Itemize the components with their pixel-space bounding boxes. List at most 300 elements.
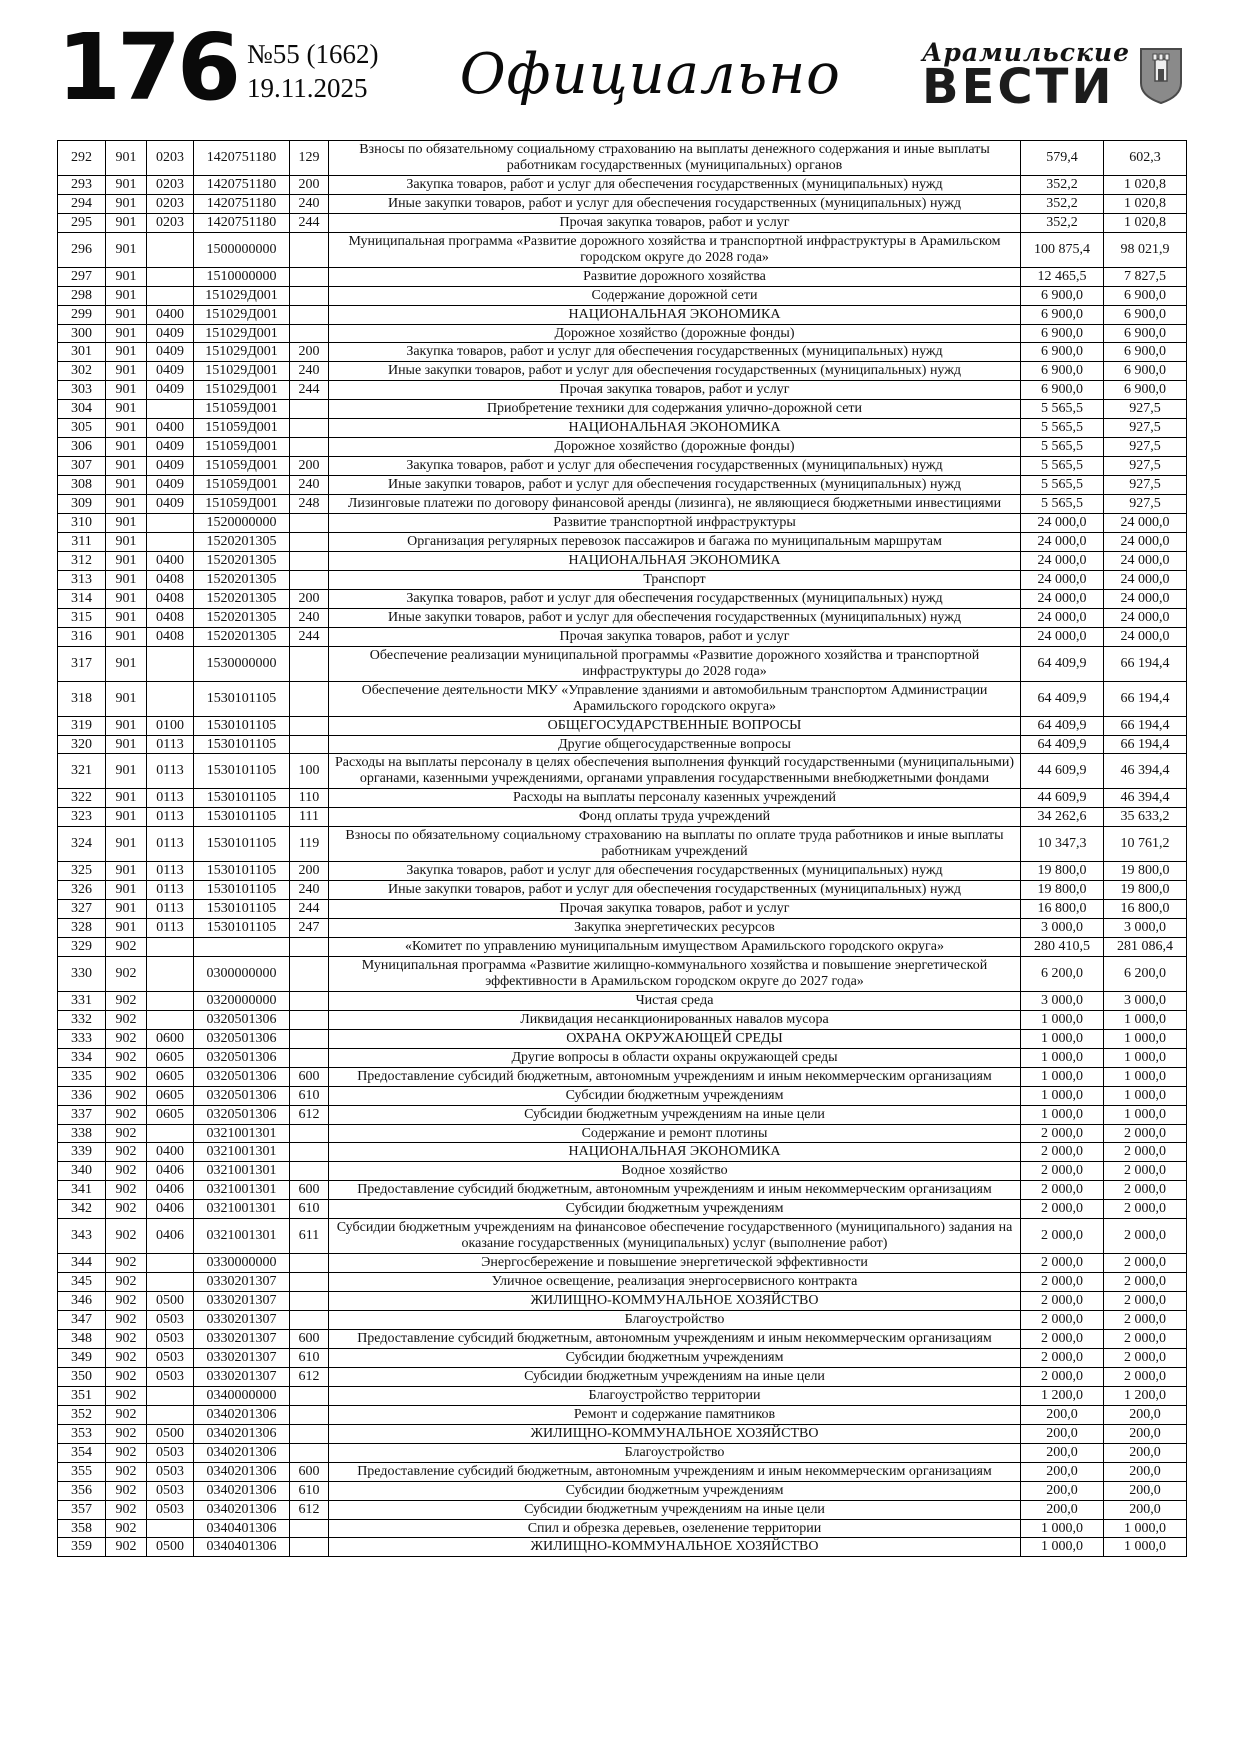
- target-article-cell: 0330201307: [194, 1292, 290, 1311]
- section-code-cell: 0408: [147, 608, 194, 627]
- target-article-cell: 1530101105: [194, 900, 290, 919]
- amount-1-cell: 19 800,0: [1021, 881, 1104, 900]
- grbs-code-cell: 902: [106, 1538, 147, 1557]
- table-row: [58, 1219, 1187, 1254]
- section-code-cell: 0400: [147, 419, 194, 438]
- table-row: [58, 937, 1187, 956]
- grbs-code-cell: 901: [106, 286, 147, 305]
- expense-type-cell: [290, 1443, 329, 1462]
- amount-2-cell: 1 000,0: [1104, 1067, 1187, 1086]
- table-row: [58, 1086, 1187, 1105]
- grbs-code-cell: 902: [106, 1143, 147, 1162]
- row-number-cell: 359: [58, 1538, 106, 1557]
- section-code-cell: [147, 1405, 194, 1424]
- expense-name-cell: НАЦИОНАЛЬНАЯ ЭКОНОМИКА: [329, 1143, 1021, 1162]
- target-article-cell: 1420751180: [194, 141, 290, 176]
- grbs-code-cell: 902: [106, 1367, 147, 1386]
- section-code-cell: [147, 1124, 194, 1143]
- section-code-cell: 0605: [147, 1086, 194, 1105]
- table-row: [58, 1067, 1187, 1086]
- amount-1-cell: 3 000,0: [1021, 991, 1104, 1010]
- expense-name-cell: ЖИЛИЩНО-КОММУНАЛЬНОЕ ХОЗЯЙСТВО: [329, 1538, 1021, 1557]
- grbs-code-cell: 901: [106, 343, 147, 362]
- grbs-code-cell: 901: [106, 789, 147, 808]
- amount-1-cell: 2 000,0: [1021, 1200, 1104, 1219]
- issue-date: 19.11.2025: [247, 72, 368, 103]
- row-number-cell: 350: [58, 1367, 106, 1386]
- section-code-cell: 0406: [147, 1219, 194, 1254]
- expense-type-cell: 611: [290, 1219, 329, 1254]
- section-code-cell: [147, 514, 194, 533]
- expense-type-cell: 240: [290, 362, 329, 381]
- table-row: [58, 1200, 1187, 1219]
- target-article-cell: 0330201307: [194, 1311, 290, 1330]
- section-code-cell: 0503: [147, 1500, 194, 1519]
- amount-1-cell: 34 262,6: [1021, 808, 1104, 827]
- amount-2-cell: 24 000,0: [1104, 570, 1187, 589]
- amount-2-cell: 24 000,0: [1104, 589, 1187, 608]
- amount-2-cell: 46 394,4: [1104, 754, 1187, 789]
- table-row: [58, 1124, 1187, 1143]
- row-number-cell: 340: [58, 1162, 106, 1181]
- amount-1-cell: 1 000,0: [1021, 1010, 1104, 1029]
- expense-name-cell: Обеспечение деятельности МКУ «Управление зданиями и автомобильным транспортом Администрации Арамильского городского округа»: [329, 681, 1021, 716]
- section-code-cell: [147, 1386, 194, 1405]
- amount-1-cell: 2 000,0: [1021, 1292, 1104, 1311]
- grbs-code-cell: 902: [106, 1348, 147, 1367]
- grbs-code-cell: 901: [106, 681, 147, 716]
- expense-name-cell: Развитие дорожного хозяйства: [329, 267, 1021, 286]
- grbs-code-cell: 902: [106, 1462, 147, 1481]
- amount-1-cell: 24 000,0: [1021, 570, 1104, 589]
- amount-2-cell: 6 900,0: [1104, 305, 1187, 324]
- target-article-cell: 0330201307: [194, 1273, 290, 1292]
- amount-2-cell: 66 194,4: [1104, 716, 1187, 735]
- row-number-cell: 296: [58, 232, 106, 267]
- expense-name-cell: Субсидии бюджетным учреждениям: [329, 1481, 1021, 1500]
- expense-name-cell: Предоставление субсидий бюджетным, автономным учреждениям и иным некоммерческим организациям: [329, 1067, 1021, 1086]
- section-code-cell: [147, 267, 194, 286]
- grbs-code-cell: 902: [106, 1086, 147, 1105]
- amount-2-cell: 1 000,0: [1104, 1105, 1187, 1124]
- section-code-cell: 0605: [147, 1067, 194, 1086]
- amount-2-cell: 66 194,4: [1104, 735, 1187, 754]
- amount-1-cell: 100 875,4: [1021, 232, 1104, 267]
- target-article-cell: 0320000000: [194, 991, 290, 1010]
- expense-name-cell: Ликвидация несанкционированных навалов мусора: [329, 1010, 1021, 1029]
- expense-name-cell: Транспорт: [329, 570, 1021, 589]
- amount-1-cell: 200,0: [1021, 1443, 1104, 1462]
- target-article-cell: 1500000000: [194, 232, 290, 267]
- table-row: [58, 862, 1187, 881]
- target-article-cell: 0321001301: [194, 1181, 290, 1200]
- expense-type-cell: 612: [290, 1367, 329, 1386]
- amount-2-cell: 2 000,0: [1104, 1330, 1187, 1349]
- section-code-cell: 0203: [147, 194, 194, 213]
- expense-name-cell: Обеспечение реализации муниципальной программы «Развитие дорожного хозяйства и транспортной инфраструктуры до 2028 года»: [329, 646, 1021, 681]
- section-code-cell: 0409: [147, 324, 194, 343]
- table-row: [58, 827, 1187, 862]
- amount-1-cell: 2 000,0: [1021, 1219, 1104, 1254]
- amount-2-cell: 2 000,0: [1104, 1162, 1187, 1181]
- amount-2-cell: 1 000,0: [1104, 1519, 1187, 1538]
- expense-name-cell: Муниципальная программа «Развитие жилищно-коммунального хозяйства и повышение энергетической эффективности в Арамильском городском округе до 2027 года»: [329, 956, 1021, 991]
- section-code-cell: 0406: [147, 1200, 194, 1219]
- target-article-cell: 1520201305: [194, 589, 290, 608]
- amount-2-cell: 927,5: [1104, 400, 1187, 419]
- amount-2-cell: 24 000,0: [1104, 514, 1187, 533]
- expense-name-cell: Закупка товаров, работ и услуг для обеспечения государственных (муниципальных) нужд: [329, 175, 1021, 194]
- amount-2-cell: 1 000,0: [1104, 1010, 1187, 1029]
- row-number-cell: 327: [58, 900, 106, 919]
- amount-2-cell: 281 086,4: [1104, 937, 1187, 956]
- expense-name-cell: Иные закупки товаров, работ и услуг для обеспечения государственных (муниципальных) нужд: [329, 608, 1021, 627]
- row-number-cell: 300: [58, 324, 106, 343]
- amount-2-cell: 927,5: [1104, 438, 1187, 457]
- expense-type-cell: 100: [290, 754, 329, 789]
- expense-type-cell: 247: [290, 919, 329, 938]
- section-code-cell: 0409: [147, 476, 194, 495]
- amount-2-cell: 3 000,0: [1104, 919, 1187, 938]
- amount-1-cell: 24 000,0: [1021, 533, 1104, 552]
- row-number-cell: 302: [58, 362, 106, 381]
- table-row: [58, 476, 1187, 495]
- section-code-cell: 0503: [147, 1367, 194, 1386]
- target-article-cell: 1420751180: [194, 213, 290, 232]
- grbs-code-cell: 902: [106, 1386, 147, 1405]
- expense-type-cell: [290, 716, 329, 735]
- expense-name-cell: Спил и обрезка деревьев, озеленение территории: [329, 1519, 1021, 1538]
- newspaper-logo: [922, 26, 1184, 115]
- expense-type-cell: [290, 305, 329, 324]
- table-row: [58, 305, 1187, 324]
- target-article-cell: 0340201306: [194, 1462, 290, 1481]
- amount-1-cell: 5 565,5: [1021, 476, 1104, 495]
- grbs-code-cell: 902: [106, 1519, 147, 1538]
- expense-type-cell: [290, 1405, 329, 1424]
- table-row: [58, 438, 1187, 457]
- grbs-code-cell: 901: [106, 305, 147, 324]
- table-row: [58, 1143, 1187, 1162]
- target-article-cell: 0340201306: [194, 1424, 290, 1443]
- target-article-cell: 1530101105: [194, 735, 290, 754]
- expense-name-cell: ЖИЛИЩНО-КОММУНАЛЬНОЕ ХОЗЯЙСТВО: [329, 1424, 1021, 1443]
- row-number-cell: 332: [58, 1010, 106, 1029]
- table-row: [58, 808, 1187, 827]
- expense-name-cell: Субсидии бюджетным учреждениям: [329, 1348, 1021, 1367]
- row-number-cell: 344: [58, 1254, 106, 1273]
- amount-1-cell: 1 000,0: [1021, 1086, 1104, 1105]
- expense-type-cell: 612: [290, 1500, 329, 1519]
- grbs-code-cell: 901: [106, 551, 147, 570]
- row-number-cell: 309: [58, 495, 106, 514]
- section-code-cell: 0113: [147, 881, 194, 900]
- grbs-code-cell: 901: [106, 808, 147, 827]
- grbs-code-cell: 902: [106, 1330, 147, 1349]
- target-article-cell: 0330000000: [194, 1254, 290, 1273]
- amount-1-cell: 5 565,5: [1021, 457, 1104, 476]
- table-row: [58, 627, 1187, 646]
- amount-1-cell: 19 800,0: [1021, 862, 1104, 881]
- section-code-cell: 0113: [147, 808, 194, 827]
- amount-1-cell: 200,0: [1021, 1481, 1104, 1500]
- grbs-code-cell: 902: [106, 1292, 147, 1311]
- row-number-cell: 358: [58, 1519, 106, 1538]
- expense-name-cell: Чистая среда: [329, 991, 1021, 1010]
- section-code-cell: 0400: [147, 305, 194, 324]
- amount-1-cell: 1 000,0: [1021, 1519, 1104, 1538]
- section-code-cell: [147, 1010, 194, 1029]
- section-code-cell: [147, 1519, 194, 1538]
- expense-type-cell: [290, 438, 329, 457]
- row-number-cell: 319: [58, 716, 106, 735]
- expense-type-cell: [290, 286, 329, 305]
- table-row: [58, 570, 1187, 589]
- amount-2-cell: 927,5: [1104, 419, 1187, 438]
- amount-1-cell: 24 000,0: [1021, 608, 1104, 627]
- expense-name-cell: Расходы на выплаты персоналу в целях обеспечения выполнения функций государственными (муниципальными) органами, казенными учреждениями, органами управления государственными внебюджетными фондами: [329, 754, 1021, 789]
- expense-type-cell: [290, 324, 329, 343]
- expense-type-cell: 600: [290, 1067, 329, 1086]
- target-article-cell: 0321001301: [194, 1143, 290, 1162]
- section-code-cell: 0500: [147, 1424, 194, 1443]
- table-row: [58, 1273, 1187, 1292]
- expense-type-cell: 244: [290, 381, 329, 400]
- amount-2-cell: 98 021,9: [1104, 232, 1187, 267]
- expense-type-cell: [290, 1048, 329, 1067]
- expense-name-cell: Иные закупки товаров, работ и услуг для обеспечения государственных (муниципальных) нужд: [329, 476, 1021, 495]
- expense-type-cell: 240: [290, 194, 329, 213]
- table-row: [58, 1029, 1187, 1048]
- table-row: [58, 175, 1187, 194]
- amount-2-cell: 46 394,4: [1104, 789, 1187, 808]
- table-row: [58, 1367, 1187, 1386]
- table-row: [58, 919, 1187, 938]
- section-code-cell: 0203: [147, 141, 194, 176]
- target-article-cell: [194, 937, 290, 956]
- grbs-code-cell: 901: [106, 900, 147, 919]
- target-article-cell: 1530101105: [194, 789, 290, 808]
- row-number-cell: 335: [58, 1067, 106, 1086]
- amount-1-cell: 352,2: [1021, 194, 1104, 213]
- target-article-cell: 1420751180: [194, 194, 290, 213]
- amount-2-cell: 16 800,0: [1104, 900, 1187, 919]
- amount-1-cell: 6 900,0: [1021, 324, 1104, 343]
- expense-name-cell: Другие общегосударственные вопросы: [329, 735, 1021, 754]
- table-row: [58, 735, 1187, 754]
- amount-1-cell: 2 000,0: [1021, 1311, 1104, 1330]
- section-code-cell: [147, 232, 194, 267]
- grbs-code-cell: 901: [106, 457, 147, 476]
- grbs-code-cell: 902: [106, 956, 147, 991]
- grbs-code-cell: 902: [106, 1481, 147, 1500]
- section-code-cell: [147, 286, 194, 305]
- grbs-code-cell: 901: [106, 919, 147, 938]
- expense-name-cell: Субсидии бюджетным учреждениям на финансовое обеспечение государственного (муниципального) задания на оказание государственных (муниципальных) услуг (выполнение работ): [329, 1219, 1021, 1254]
- expense-name-cell: Закупка товаров, работ и услуг для обеспечения государственных (муниципальных) нужд: [329, 589, 1021, 608]
- budget-table-body: [58, 141, 1187, 1557]
- target-article-cell: 151059Д001: [194, 476, 290, 495]
- expense-type-cell: [290, 400, 329, 419]
- section-code-cell: 0503: [147, 1348, 194, 1367]
- row-number-cell: 333: [58, 1029, 106, 1048]
- grbs-code-cell: 902: [106, 1500, 147, 1519]
- city-crest-icon: [1138, 45, 1184, 105]
- target-article-cell: 0320501306: [194, 1029, 290, 1048]
- amount-1-cell: 2 000,0: [1021, 1124, 1104, 1143]
- target-article-cell: 151059Д001: [194, 457, 290, 476]
- expense-name-cell: Предоставление субсидий бюджетным, автономным учреждениям и иным некоммерческим организациям: [329, 1462, 1021, 1481]
- expense-type-cell: 200: [290, 175, 329, 194]
- amount-2-cell: 2 000,0: [1104, 1124, 1187, 1143]
- grbs-code-cell: 901: [106, 646, 147, 681]
- expense-type-cell: [290, 646, 329, 681]
- expense-name-cell: Субсидии бюджетным учреждениям: [329, 1200, 1021, 1219]
- grbs-code-cell: 902: [106, 1200, 147, 1219]
- row-number-cell: 326: [58, 881, 106, 900]
- amount-2-cell: 2 000,0: [1104, 1219, 1187, 1254]
- amount-1-cell: 10 347,3: [1021, 827, 1104, 862]
- amount-1-cell: 1 000,0: [1021, 1029, 1104, 1048]
- grbs-code-cell: 902: [106, 1273, 147, 1292]
- section-code-cell: 0605: [147, 1048, 194, 1067]
- target-article-cell: 0340401306: [194, 1519, 290, 1538]
- grbs-code-cell: 902: [106, 1405, 147, 1424]
- table-row: [58, 419, 1187, 438]
- expense-name-cell: Водное хозяйство: [329, 1162, 1021, 1181]
- row-number-cell: 307: [58, 457, 106, 476]
- row-number-cell: 308: [58, 476, 106, 495]
- amount-1-cell: 5 565,5: [1021, 495, 1104, 514]
- grbs-code-cell: 902: [106, 937, 147, 956]
- grbs-code-cell: 901: [106, 754, 147, 789]
- section-code-cell: [147, 1273, 194, 1292]
- expense-type-cell: [290, 1254, 329, 1273]
- expense-name-cell: Расходы на выплаты персоналу казенных учреждений: [329, 789, 1021, 808]
- amount-1-cell: 6 900,0: [1021, 381, 1104, 400]
- amount-1-cell: 200,0: [1021, 1500, 1104, 1519]
- grbs-code-cell: 901: [106, 570, 147, 589]
- target-article-cell: 1520201305: [194, 551, 290, 570]
- expense-type-cell: [290, 419, 329, 438]
- target-article-cell: 151059Д001: [194, 438, 290, 457]
- expense-type-cell: [290, 267, 329, 286]
- expense-name-cell: «Комитет по управлению муниципальным имуществом Арамильского городского округа»: [329, 937, 1021, 956]
- section-title: Официально: [459, 42, 841, 107]
- amount-2-cell: 1 020,8: [1104, 194, 1187, 213]
- expense-name-cell: Закупка энергетических ресурсов: [329, 919, 1021, 938]
- issue-number: №55 (1662): [247, 39, 379, 69]
- expense-name-cell: Уличное освещение, реализация энергосервисного контракта: [329, 1273, 1021, 1292]
- issue-block: [247, 26, 379, 106]
- amount-1-cell: 200,0: [1021, 1462, 1104, 1481]
- expense-type-cell: 244: [290, 213, 329, 232]
- expense-type-cell: 610: [290, 1348, 329, 1367]
- expense-name-cell: НАЦИОНАЛЬНАЯ ЭКОНОМИКА: [329, 305, 1021, 324]
- target-article-cell: 151029Д001: [194, 343, 290, 362]
- expense-type-cell: [290, 551, 329, 570]
- amount-1-cell: 5 565,5: [1021, 419, 1104, 438]
- amount-2-cell: 200,0: [1104, 1405, 1187, 1424]
- section-code-cell: 0408: [147, 627, 194, 646]
- section-code-cell: 0203: [147, 175, 194, 194]
- section-code-cell: [147, 937, 194, 956]
- grbs-code-cell: 901: [106, 627, 147, 646]
- expense-type-cell: 600: [290, 1462, 329, 1481]
- grbs-code-cell: 901: [106, 608, 147, 627]
- amount-2-cell: 66 194,4: [1104, 646, 1187, 681]
- expense-type-cell: 200: [290, 589, 329, 608]
- target-article-cell: 0330201307: [194, 1348, 290, 1367]
- target-article-cell: 1530101105: [194, 862, 290, 881]
- expense-name-cell: Благоустройство: [329, 1443, 1021, 1462]
- grbs-code-cell: 902: [106, 1067, 147, 1086]
- amount-2-cell: 6 900,0: [1104, 324, 1187, 343]
- table-row: [58, 232, 1187, 267]
- expense-type-cell: [290, 570, 329, 589]
- target-article-cell: 1530101105: [194, 716, 290, 735]
- amount-1-cell: 6 900,0: [1021, 305, 1104, 324]
- amount-2-cell: 6 900,0: [1104, 381, 1187, 400]
- row-number-cell: 313: [58, 570, 106, 589]
- grbs-code-cell: 901: [106, 194, 147, 213]
- amount-2-cell: 2 000,0: [1104, 1311, 1187, 1330]
- grbs-code-cell: 901: [106, 267, 147, 286]
- table-row: [58, 343, 1187, 362]
- expense-type-cell: 600: [290, 1330, 329, 1349]
- page-number: 176: [57, 14, 238, 121]
- target-article-cell: 1520000000: [194, 514, 290, 533]
- table-row: [58, 1462, 1187, 1481]
- row-number-cell: 299: [58, 305, 106, 324]
- table-row: [58, 1443, 1187, 1462]
- amount-2-cell: 19 800,0: [1104, 862, 1187, 881]
- section-code-cell: 0500: [147, 1538, 194, 1557]
- row-number-cell: 315: [58, 608, 106, 627]
- expense-name-cell: Ремонт и содержание памятников: [329, 1405, 1021, 1424]
- section-code-cell: 0113: [147, 789, 194, 808]
- section-code-cell: [147, 1254, 194, 1273]
- table-row: [58, 646, 1187, 681]
- row-number-cell: 316: [58, 627, 106, 646]
- row-number-cell: 320: [58, 735, 106, 754]
- grbs-code-cell: 901: [106, 533, 147, 552]
- section-code-cell: 0503: [147, 1481, 194, 1500]
- grbs-code-cell: 902: [106, 1219, 147, 1254]
- row-number-cell: 314: [58, 589, 106, 608]
- budget-table: [57, 140, 1187, 1557]
- grbs-code-cell: 902: [106, 1443, 147, 1462]
- section-code-cell: [147, 400, 194, 419]
- target-article-cell: 1530101105: [194, 919, 290, 938]
- amount-1-cell: 6 900,0: [1021, 286, 1104, 305]
- row-number-cell: 356: [58, 1481, 106, 1500]
- table-row: [58, 789, 1187, 808]
- table-row: [58, 324, 1187, 343]
- grbs-code-cell: 901: [106, 514, 147, 533]
- expense-type-cell: [290, 1519, 329, 1538]
- section-code-cell: 0409: [147, 343, 194, 362]
- target-article-cell: 1520201305: [194, 533, 290, 552]
- amount-2-cell: 602,3: [1104, 141, 1187, 176]
- table-row: [58, 754, 1187, 789]
- amount-1-cell: 1 000,0: [1021, 1105, 1104, 1124]
- expense-name-cell: Взносы по обязательному социальному страхованию на выплаты денежного содержания и иные выплаты работникам государственных (муниципальных) органов: [329, 141, 1021, 176]
- target-article-cell: 1530000000: [194, 646, 290, 681]
- section-code-cell: 0100: [147, 716, 194, 735]
- expense-type-cell: 248: [290, 495, 329, 514]
- amount-1-cell: 2 000,0: [1021, 1143, 1104, 1162]
